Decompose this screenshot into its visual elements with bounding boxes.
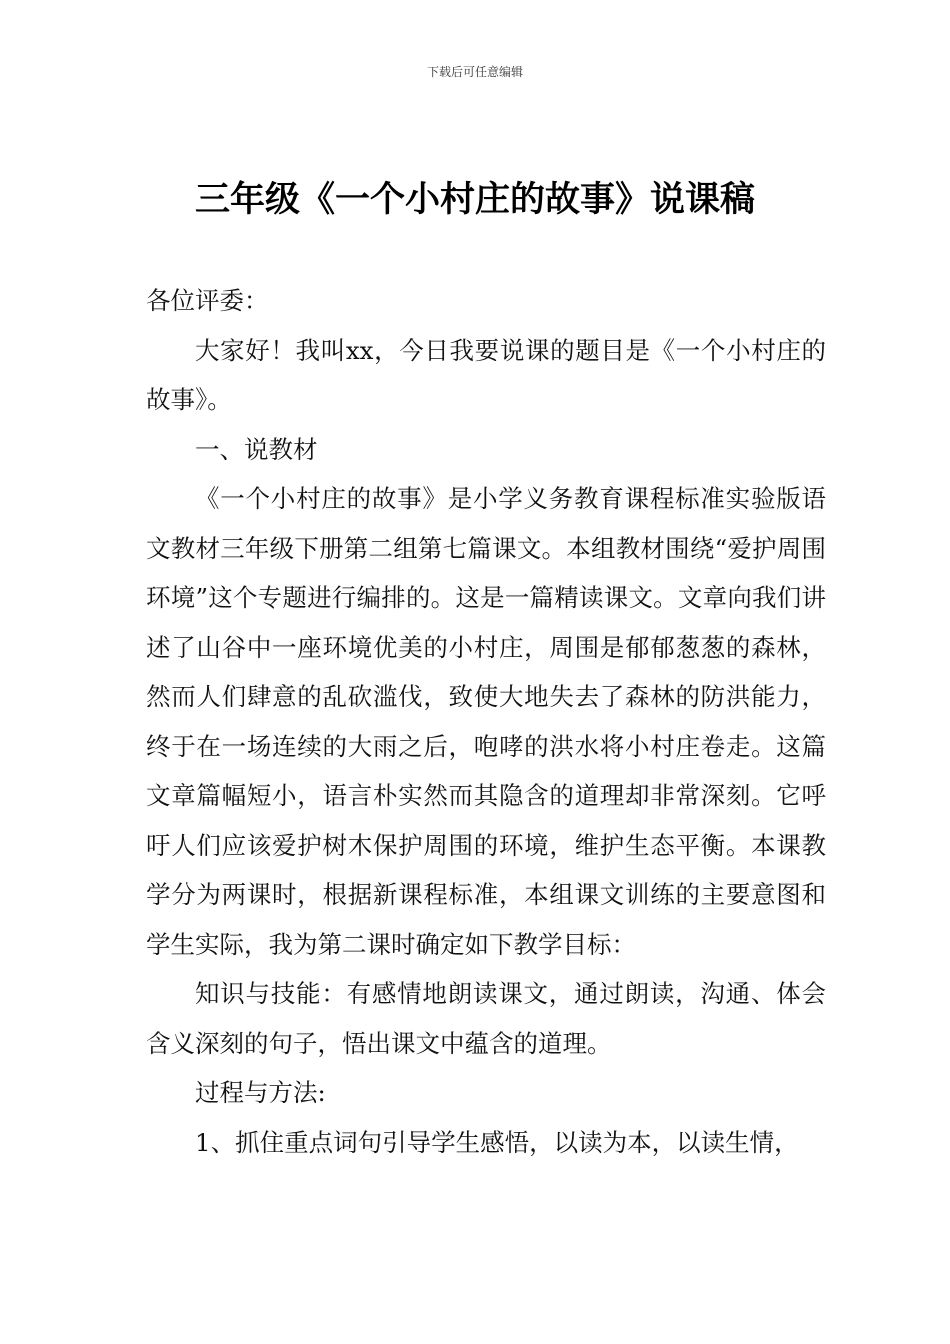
page-header-note: 下载后可任意编辑	[426, 65, 523, 79]
knowledge-skill-paragraph: 知识与技能：有感情地朗读课文，通过朗读，沟通、体会含义深刻的句子，悟出课文中蕴含的道理。	[146, 979, 826, 1058]
document-body	[146, 276, 826, 1167]
salutation: 各位评委：	[146, 286, 269, 315]
document-title: 三年级《一个小村庄的故事》说课稿	[194, 179, 755, 220]
section-heading: 一、说教材	[195, 434, 318, 464]
greeting-paragraph: 大家好！我叫xx，今日我要说课的题目是《一个小村庄的故事》。	[146, 335, 826, 414]
list-item: 1、抓住重点词句引导学生感悟，以读为本，以读生情，	[195, 1127, 799, 1157]
textbook-paragraph: 《一个小村庄的故事》是小学义务教育课程标准实验版语文教材三年级下册第二组第七篇课文。本组教材围绕“爱护周围环境”这个专题进行编排的。这是一篇精读课文。文章向我们讲述了山谷中一座环境优美的小村庄，周围是郁郁葱葱的森林，然而人们肆意的乱砍滥伐，致使大地失去了森林的防洪能力，终于在一场连续的大雨之后，咆哮的洪水将小村庄卷走。这篇文章篇幅短小，语言朴实然而其隐含的道理却非常深刻。它呼吁人们应该爱护树木保护周围的环境，维护生态平衡。本课教学分为两课时，根据新课程标准，本组课文训练的主要意图和学生实际，我为第二课时确定如下教学目标：	[146, 484, 826, 959]
process-method-heading: 过程与方法:	[195, 1078, 326, 1107]
